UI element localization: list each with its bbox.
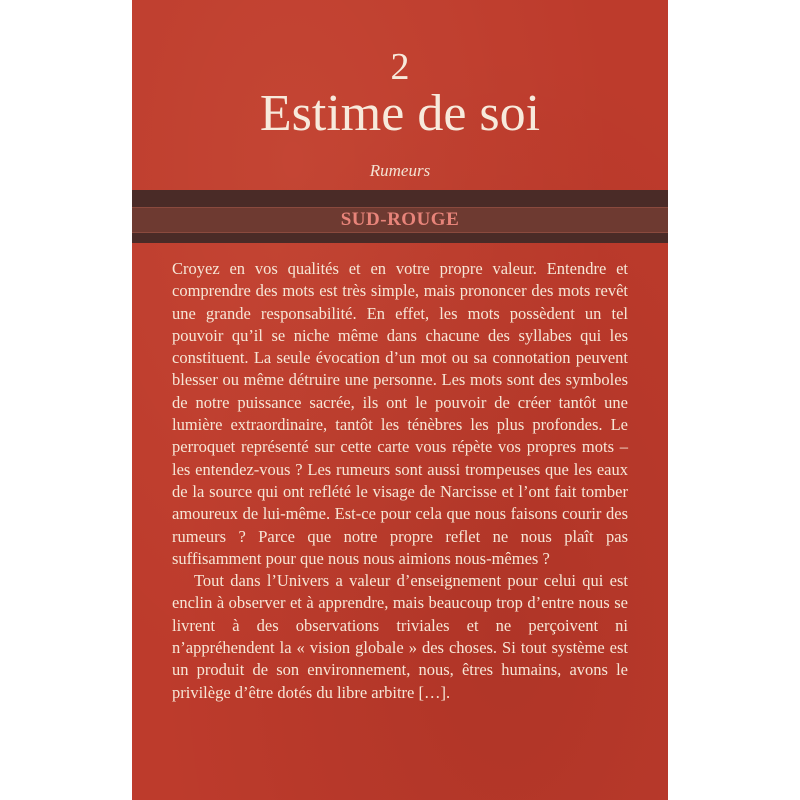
paragraph-2: Tout dans l’Univers a valeur d’enseignement pour celui qui est enclin à observer et à apprendre, mais beaucoup trop d’entre nous se livrent à des observations triviales et ne perçoivent ni n’appréhendent la « vision globale » des choses. Si tout système est un produit de son environnement, nous, êtres humains, avons le privilège d’être dotés du libre arbitre […]. xyxy=(172,571,628,702)
card-number: 2 xyxy=(390,46,410,88)
card-title: Estime de soi xyxy=(259,85,541,142)
direction-label: SUD-ROUGE xyxy=(132,207,668,233)
card-description xyxy=(172,258,628,704)
card-subtitle: Rumeurs xyxy=(369,161,431,180)
paragraph-1: Croyez en vos qualités et en votre propre valeur. Entendre et comprendre des mots est très simple, mais prononcer des mots revêt une grande responsabilité. En effet, les mots possèdent un tel pouvoir qu’il se niche même dans chacune des syllabes qui les constituent. La seule évocation d’un mot ou sa connotation peuvent blesser ou même détruire une personne. Les mots sont des symboles de notre puissance sacrée, ils ont le pouvoir de créer tantôt une lumière extraordinaire, tantôt les ténèbres les plus profondes. Le perroquet représenté sur cette carte vous répète vos propres mots – les entendez-vous ? Les rumeurs sont aussi trompeuses que les eaux de la source qui ont reflété le visage de Narcisse et l’ont fait tomber amoureux de lui-même. Est-ce pour cela que nous faisons courir des rumeurs ? Parce que notre propre reflet ne nous plaît pas suffisamment pour que nous nous aimions nous-mêmes ? xyxy=(172,259,628,568)
oracle-card xyxy=(132,0,668,800)
